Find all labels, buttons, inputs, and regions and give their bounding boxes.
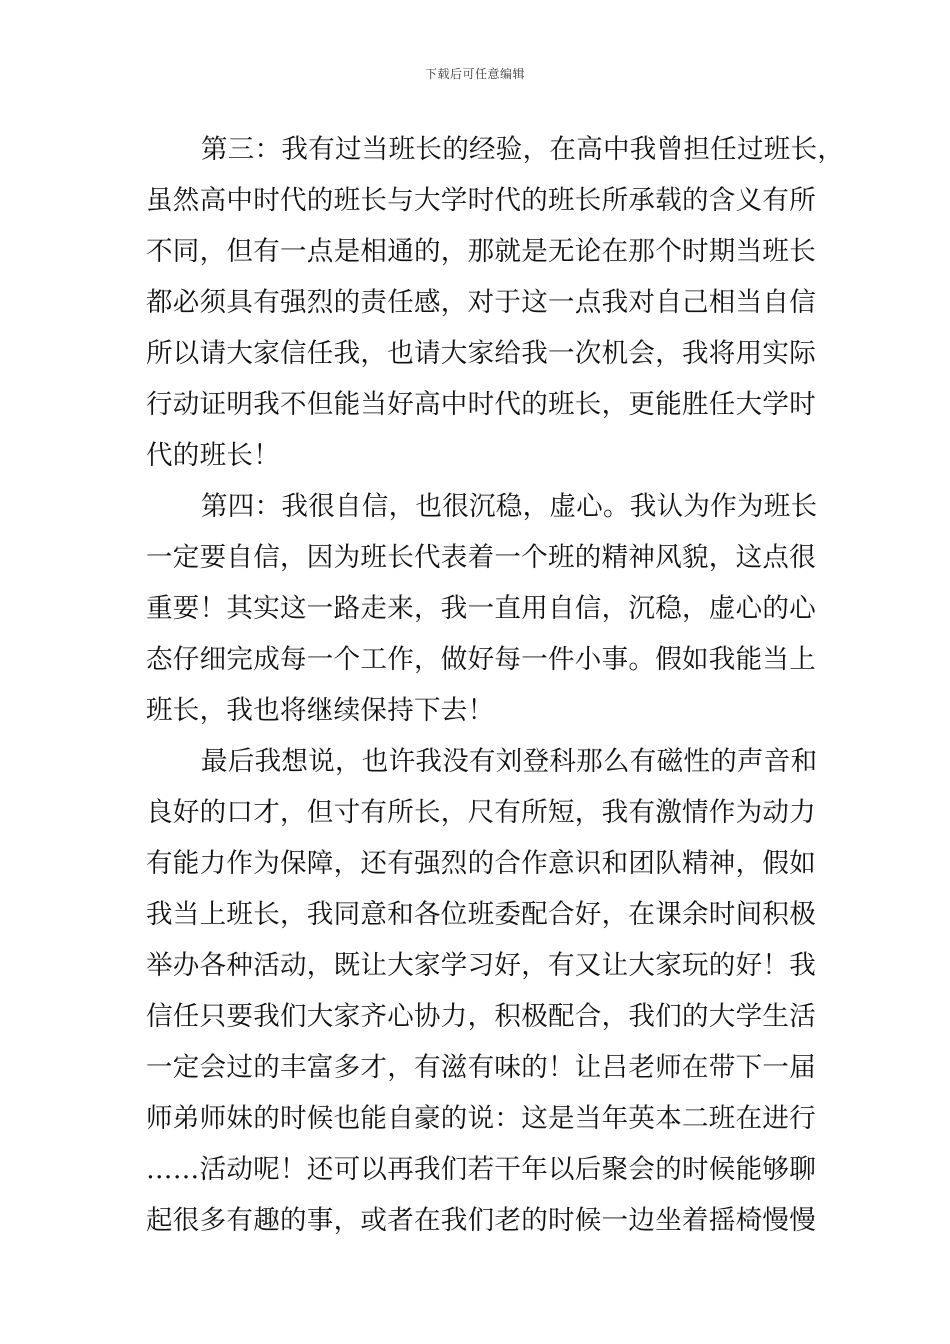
text-line: 师弟师妹的时候也能自豪的说：这是当年英本二班在进行 <box>146 1103 816 1134</box>
text-line: 第四：我很自信，也很沉稳，虚心。我认为作为班长 <box>201 491 818 522</box>
text-line: 一定会过的丰富多才，有滋有味的！让吕老师在带下一届 <box>146 1052 816 1083</box>
text-line: 一定要自信，因为班长代表着一个班的精神风貌，这点很 <box>146 542 816 573</box>
paragraph-fourth-point <box>146 481 818 736</box>
text-line: 重要！其实这一路走来，我一直用自信，沉稳，虚心的心 <box>146 593 816 624</box>
text-line: 良好的口才，但寸有所长，尺有所短，我有激情作为动力 <box>146 797 816 828</box>
text-line: 有能力作为保障，还有强烈的合作意识和团队精神，假如 <box>146 848 816 879</box>
text-line: 我当上班长，我同意和各位班委配合好，在课余时间积极 <box>146 899 816 930</box>
text-line: 都必须具有强烈的责任感，对于这一点我对自己相当自信 <box>146 287 816 318</box>
text-line: 态仔细完成每一个工作，做好每一件小事。假如我能当上 <box>146 644 816 675</box>
text-line: 行动证明我不但能当好高中时代的班长，更能胜任大学时 <box>146 389 816 420</box>
text-line: ……活动呢！还可以再我们若干年以后聚会的时候能够聊 <box>146 1154 816 1185</box>
text-line: 代的班长！ <box>146 440 280 471</box>
text-line: 第三：我有过当班长的经验，在高中我曾担任过班长， <box>201 134 845 165</box>
text-line: 信任只要我们大家齐心协力，积极配合，我们的大学生活 <box>146 1001 816 1032</box>
page-header: 下载后可任意编辑 <box>424 67 525 81</box>
text-line: 所以请大家信任我，也请大家给我一次机会，我将用实际 <box>146 338 816 369</box>
paragraph-conclusion <box>146 736 818 1246</box>
text-line: 不同，但有一点是相通的，那就是无论在那个时期当班长 <box>146 236 816 267</box>
paragraph-third-point <box>146 124 845 481</box>
document-body <box>146 124 845 1246</box>
text-line: 班长，我也将继续保持下去！ <box>146 695 495 726</box>
text-line: 举办各种活动，既让大家学习好，有又让大家玩的好！我 <box>146 950 816 981</box>
text-line: 最后我想说，也许我没有刘登科那么有磁性的声音和 <box>201 746 818 777</box>
text-line: 起很多有趣的事，或者在我们老的时候一边坐着摇椅慢慢 <box>146 1205 816 1236</box>
text-line: 虽然高中时代的班长与大学时代的班长所承载的含义有所 <box>146 185 816 216</box>
